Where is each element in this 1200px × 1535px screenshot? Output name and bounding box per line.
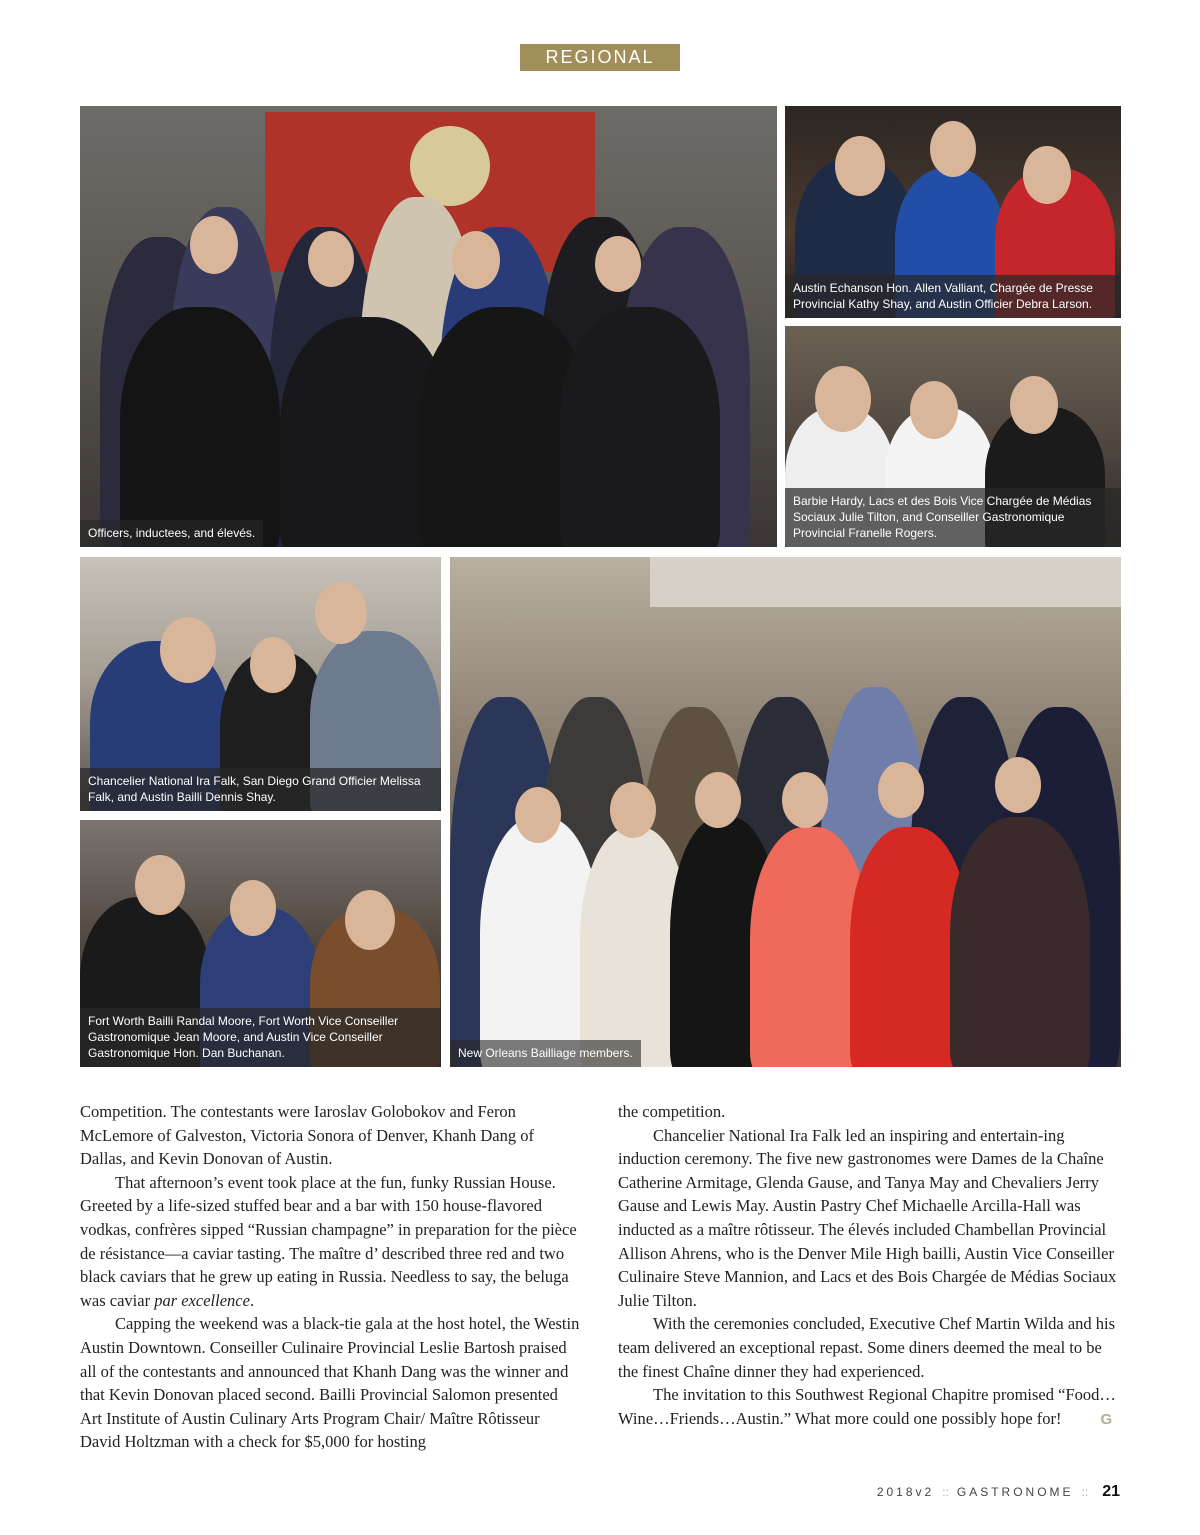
photo-caption: Fort Worth Bailli Randal Moore, Fort Worth Vice Conseiller Gastronomique Jean Moore, and Austin Vice Conseiller Gastronomique Hon. Dan Buchanan. <box>80 1008 441 1067</box>
photo-fort-worth <box>80 820 441 1067</box>
paragraph: Capping the weekend was a black-tie gala at the host hotel, the Westin Austin Downtown. Conseiller Culinaire Provincial Leslie Bartosh praised all of the contestants and announced that Khanh Dang was the winner and that Kevin Donovan placed second. Bailli Provincial Salomon presented Art Institute of Austin Culinary Arts Program Chair/ Maître Rôtisseur David Holtzman with a check for $5,000 for hosting <box>80 1314 580 1452</box>
paragraph: Chancelier National Ira Falk led an inspiring and entertain-ing induction ceremony. The five new gastronomes were Dames de la Chaîne Catherine Armitage, Glenda Gause, and Tanya May and Chevaliers Jerry Gause and Lewis May. Austin Pastry Chef Michaelle Arcilla-Hall was inducted as a maître rôtisseur. The élevés included Chambellan Provincial Allison Ahrens, who is the Denver Mile High bailli, Austin Vice Conseiller Culinaire Steve Mannion, and Lacs et des Bois Chargée de Médias Sociaux Julie Tilton. <box>618 1125 1117 1310</box>
paragraph: The invitation to this Southwest Regional Chapitre promised “Food…Wine…Friends…Austin.” What more could one possibly hope for! G <box>618 1383 1120 1431</box>
paragraph: With the ceremonies concluded, Executive Chef Martin Wilda and his team delivered an exceptional repast. Some diners deemed the meal to be the finest Chaîne dinner they had experienced. <box>618 1314 1116 1381</box>
folio-separator: :: <box>1081 1485 1089 1499</box>
photo-caption: Chancelier National Ira Falk, San Diego Grand Officier Melissa Falk, and Austin Bailli Dennis Shay. <box>80 768 441 811</box>
end-mark-icon: G <box>1100 1410 1113 1428</box>
magazine-name: GASTRONOME <box>956 1485 1074 1499</box>
issue-label: 2018v2 <box>876 1485 935 1499</box>
section-tag: REGIONAL <box>520 44 680 71</box>
paragraph: Competition. The contestants were Iaroslav Golobokov and Feron McLemore of Galveston, Victoria Sonora of Denver, Khanh Dang of Dallas, and Kevin Donovan of Austin. <box>80 1102 534 1169</box>
page-number: 21 <box>1102 1483 1120 1500</box>
article-right-column <box>618 1100 1120 1431</box>
photo-new-orleans <box>450 557 1121 1067</box>
photo-caption: Officers, inductees, and élevés. <box>80 520 263 547</box>
photo-caption: New Orleans Bailliage members. <box>450 1040 641 1067</box>
paragraph: the competition. <box>618 1102 726 1121</box>
photo-officers <box>80 106 777 547</box>
photo-caption: Austin Echanson Hon. Allen Valliant, Chargée de Presse Provincial Kathy Shay, and Austin Officier Debra Larson. <box>785 275 1121 318</box>
photo-caption: Barbie Hardy, Lacs et des Bois Vice Chargée de Médias Sociaux Julie Tilton, and Conseiller Gastronomique Provincial Franelle Rogers. <box>785 488 1121 547</box>
photo-chancelier <box>80 557 441 811</box>
photo-austin-echanson <box>785 106 1121 318</box>
photo-barbie-hardy <box>785 326 1121 547</box>
article-left-column <box>80 1100 582 1454</box>
paragraph: That afternoon’s event took place at the fun, funky Russian House. Greeted by a life-sized stuffed bear and a bar with 150 house-flavored vodkas, confrères sipped “Russian champagne” in preparation for the pièce de résistance—a caviar tasting. The maître d’ described three red and two black caviars that he grew up eating in Russia. Needless to say, the beluga was caviar par excellence. <box>80 1172 577 1310</box>
page-folio <box>877 1483 1120 1501</box>
folio-separator: :: <box>942 1485 949 1499</box>
